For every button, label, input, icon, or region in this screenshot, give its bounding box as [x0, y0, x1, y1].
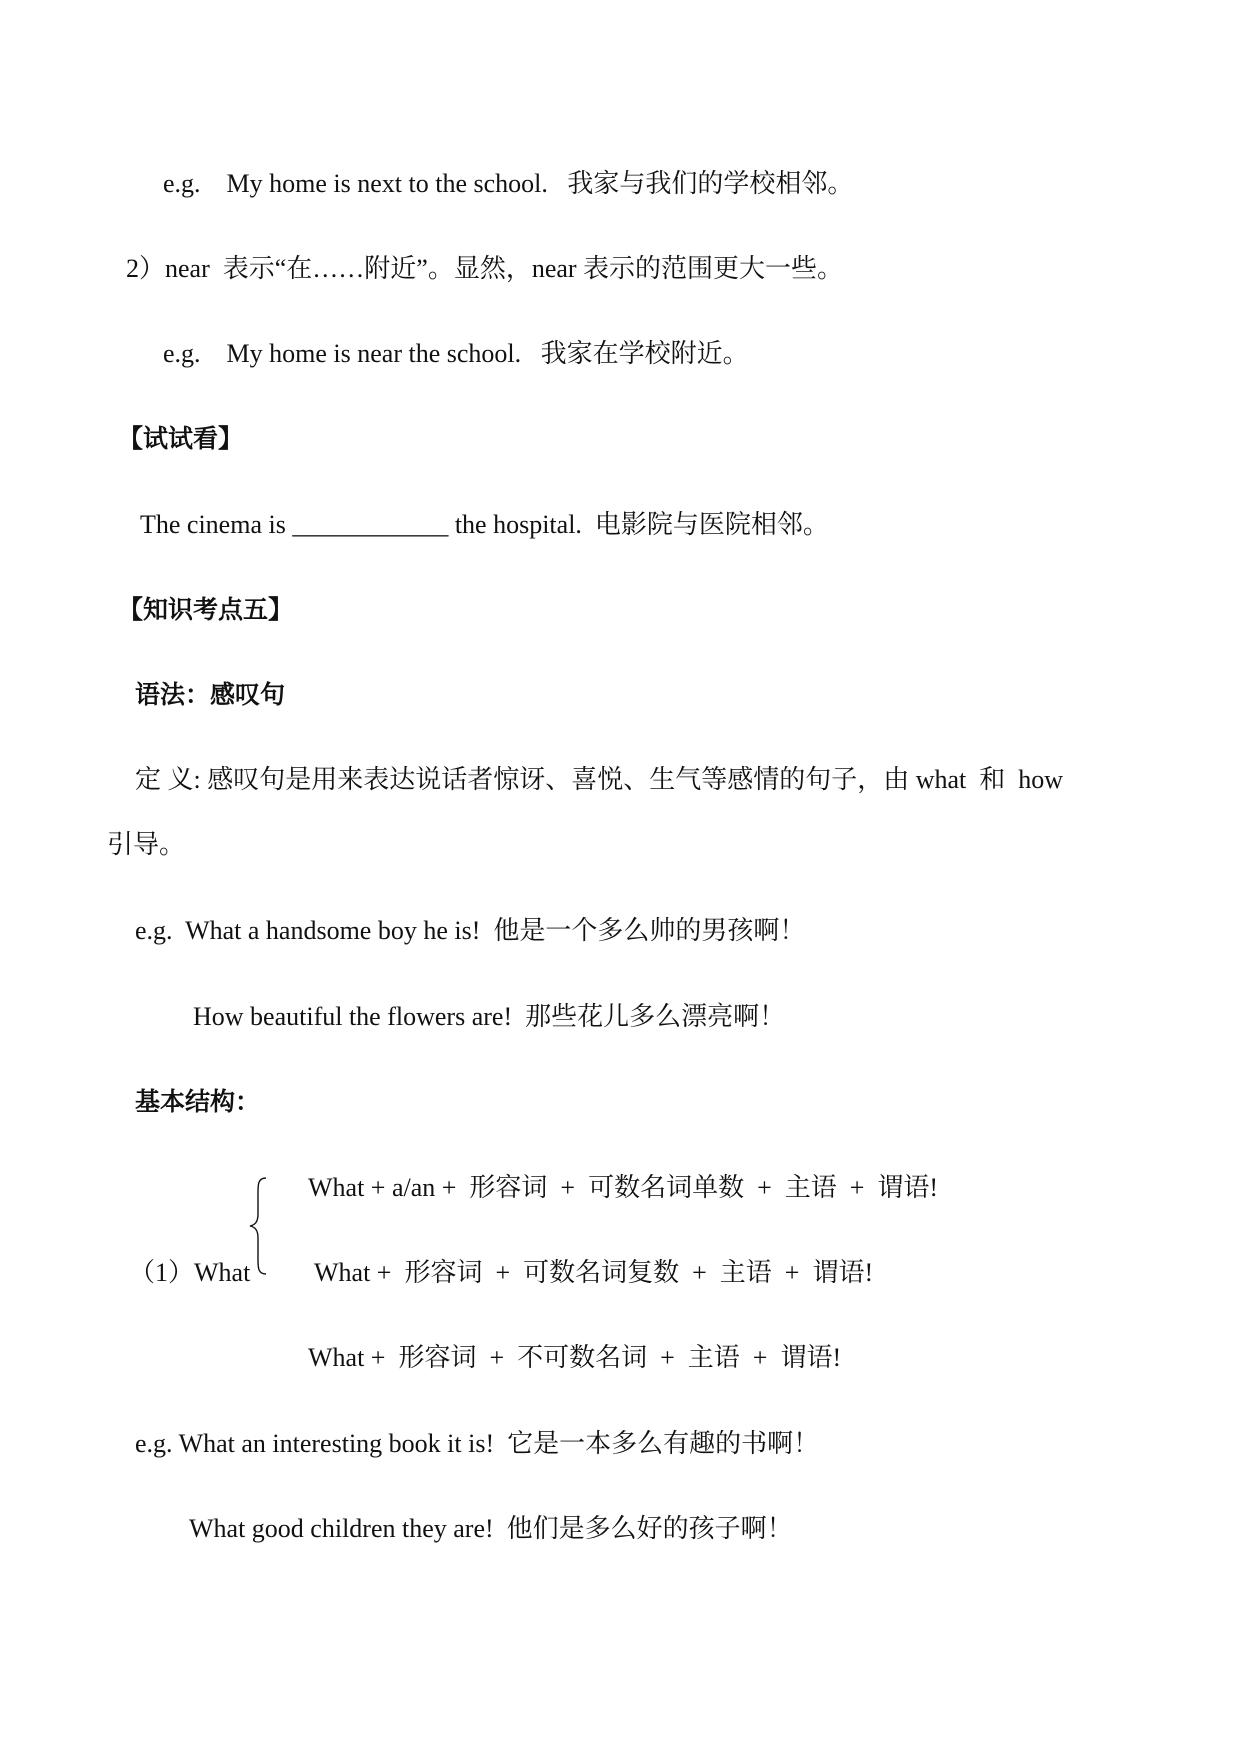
structure-heading: 基本结构：	[135, 1087, 261, 1116]
structure-3: What + 形容词 + 不可数名词 + 主语 + 谓语!	[308, 1343, 842, 1372]
exercise-sentence: The cinema is ____________ the hospital. 电影院与医院相邻。	[140, 510, 829, 539]
structure-2: What + 形容词 + 可数名词复数 + 主语 + 谓语!	[314, 1258, 874, 1287]
definition-line-2: 引导。	[107, 830, 186, 859]
try-heading: 【试试看】	[118, 424, 244, 453]
example-next-to: e.g. My home is next to the school. 我家与我们的学校相邻。	[163, 169, 854, 198]
structure-label: （1）What	[129, 1258, 251, 1287]
curly-brace	[248, 1176, 270, 1276]
grammar-heading: 语法：感叹句	[135, 680, 286, 709]
knowledge-point-5-heading: 【知识考点五】	[118, 595, 294, 624]
definition-line-1: 定 义: 感叹句是用来表达说话者惊讶、喜悦、生气等感情的句子，由 what 和 how	[135, 765, 1064, 794]
structure-1: What + a/an + 形容词 + 可数名词单数 + 主语 + 谓语!	[308, 1173, 939, 1202]
example-book: e.g. What an interesting book it is! 它是一本多么有趣的书啊！	[135, 1429, 820, 1458]
example-how: How beautiful the flowers are! 那些花儿多么漂亮啊！	[193, 1002, 786, 1031]
example-near: e.g. My home is near the school. 我家在学校附近。	[163, 339, 749, 368]
near-definition: 2）near 表示“在……附近”。显然，near 表示的范围更大一些。	[126, 254, 844, 283]
example-what: e.g. What a handsome boy he is! 他是一个多么帅的男孩啊！	[135, 916, 806, 945]
example-children: What good children they are! 他们是多么好的孩子啊！	[189, 1514, 793, 1543]
